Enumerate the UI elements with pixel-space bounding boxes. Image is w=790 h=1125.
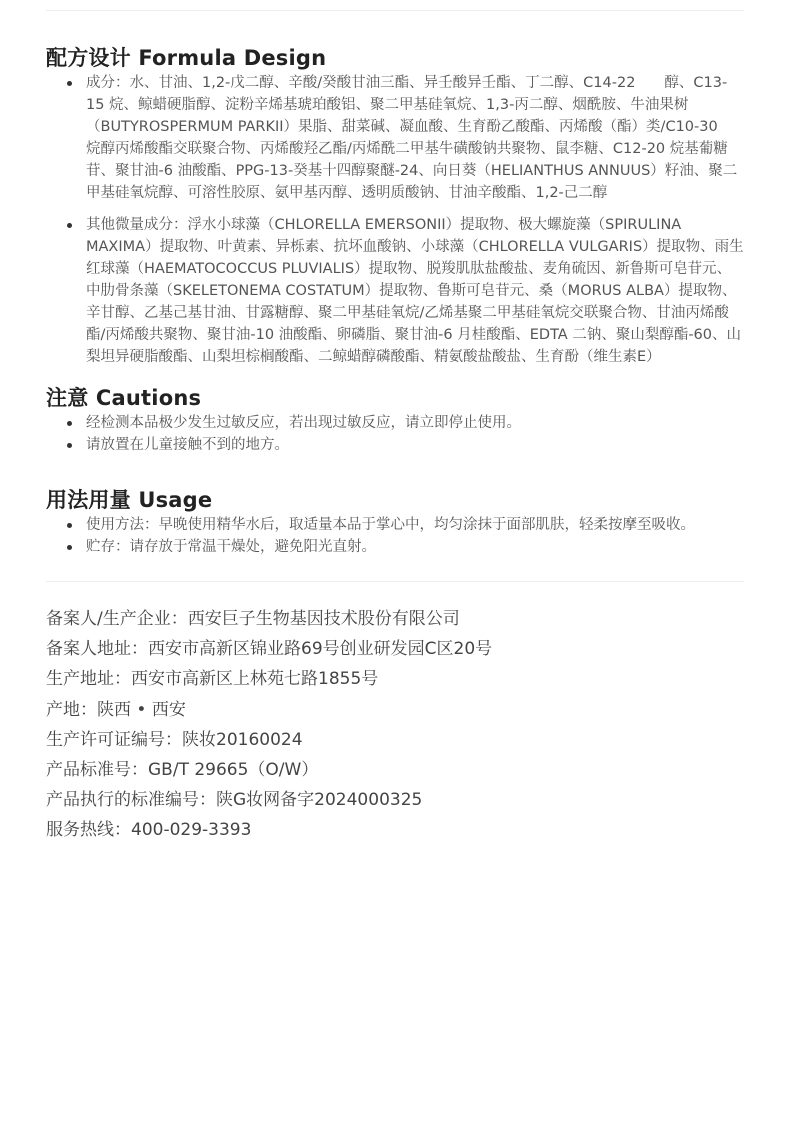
usage-title-zh: 用法用量: [46, 488, 131, 512]
formula-title-en: Formula Design: [138, 46, 327, 70]
formula-trace-ingredients-item: 其他微量成分：浮水小球藻（CHLORELLA EMERSONII）提取物、极大螺旋藻（SPIRULINA MAXIMA）提取物、叶黄素、异栎素、抗坏血酸钠、小球藻（CHLORELLA VULGARIS）提取物、雨生红球藻（HAEMATOCOCCUS PLUVIALIS）提取物、脱羧肌肽盐酸盐、麦角硫因、新鲁斯可皂苷元、中肋骨条藻（SKELETONEMA COSTATUM）提取物、鲁斯可皂苷元、桑（MORUS ALBA）提取物、辛甘醇、乙基己基甘油、甘露糖醇、聚二甲基硅氧烷/乙烯基聚二甲基硅氧烷交联聚合物、甘油丙烯酸酯/丙烯酸共聚物、聚甘油-10 油酸酯、卵磷脂、聚甘油-6 月桂酸酯、EDTA 二钠、聚山梨醇酯-60、山梨坦异硬脂酸酯、山梨坦棕榈酸酯、二鲸蜡醇磷酸酯、精氨酸盐酸盐、生育酚（维生素E）: [46, 214, 744, 368]
cautions-title-en: Cautions: [95, 386, 202, 410]
filer-address: 备案人地址：西安市高新区锦业路69号创业研发园C区20号: [46, 639, 493, 660]
service-hotline: 服务热线：400-029-3393: [46, 820, 252, 841]
usage-list: [46, 514, 744, 558]
usage-method-item: 使用方法：早晚使用精华水后，取适量本品于掌心中，均匀涂抹于面部肌肤，轻柔按摩至吸收。: [46, 514, 744, 536]
formula-section-title: [46, 44, 744, 72]
cautions-list: [46, 412, 744, 456]
production-address: 生产地址：西安市高新区上林苑七路1855号: [46, 669, 379, 690]
cautions-section-title: [46, 384, 744, 412]
cautions-title-zh: 注意: [46, 386, 89, 410]
usage-title-en: Usage: [138, 488, 213, 512]
filer-manufacturer: 备案人/生产企业：西安巨子生物基因技术股份有限公司: [46, 609, 460, 629]
top-divider: [46, 10, 744, 11]
usage-storage-item: 贮存：请存放于常温干燥处，避免阳光直射。: [46, 536, 744, 558]
info-divider: [46, 581, 744, 582]
caution-item: 经检测本品极少发生过敏反应，若出现过敏反应，请立即停止使用。: [46, 412, 744, 434]
caution-item: 请放置在儿童接触不到的地方。: [46, 434, 744, 456]
production-license-number: 生产许可证编号：陕妆20160024: [46, 729, 303, 750]
product-standard-number: 产品标准号：GB/T 29665（O/W）: [46, 760, 319, 781]
usage-section-title: [46, 486, 744, 514]
formula-title-zh: 配方设计: [46, 46, 131, 70]
formula-list: [46, 72, 744, 368]
product-info-block: [46, 604, 744, 846]
formula-ingredients-item: 成分：水、甘油、1,2-戊二醇、辛酸/癸酸甘油三酯、异壬酸异壬酯、丁二醇、C14-22 醇、C13-15 烷、鲸蜡硬脂醇、淀粉辛烯基琥珀酸铝、聚二甲基硅氧烷、1,3-丙二醇、烟酰胺、牛油果树（BUTYROSPERMUM PARKII）果脂、甜菜碱、凝血酸、生育酚乙酸酯、丙烯酸（酯）类/C10-30 烷醇丙烯酸酯交联聚合物、丙烯酸羟乙酯/丙烯酰二甲基牛磺酸钠共聚物、鼠李糖、C12-20 烷基葡糖苷、聚甘油-6 油酸酯、PPG-13-癸基十四醇聚醚-24、向日葵（HELIANTHUS ANNUUS）籽油、聚二甲基硅氧烷醇、可溶性胶原、氨甲基丙醇、透明质酸钠、甘油辛酸酯、1,2-己二醇: [46, 72, 744, 204]
executive-standard-number: 产品执行的标准编号：陕G妆网备字2024000325: [46, 790, 423, 811]
place-of-origin: 产地：陕西 • 西安: [46, 699, 186, 720]
product-detail-page: [0, 10, 790, 1125]
